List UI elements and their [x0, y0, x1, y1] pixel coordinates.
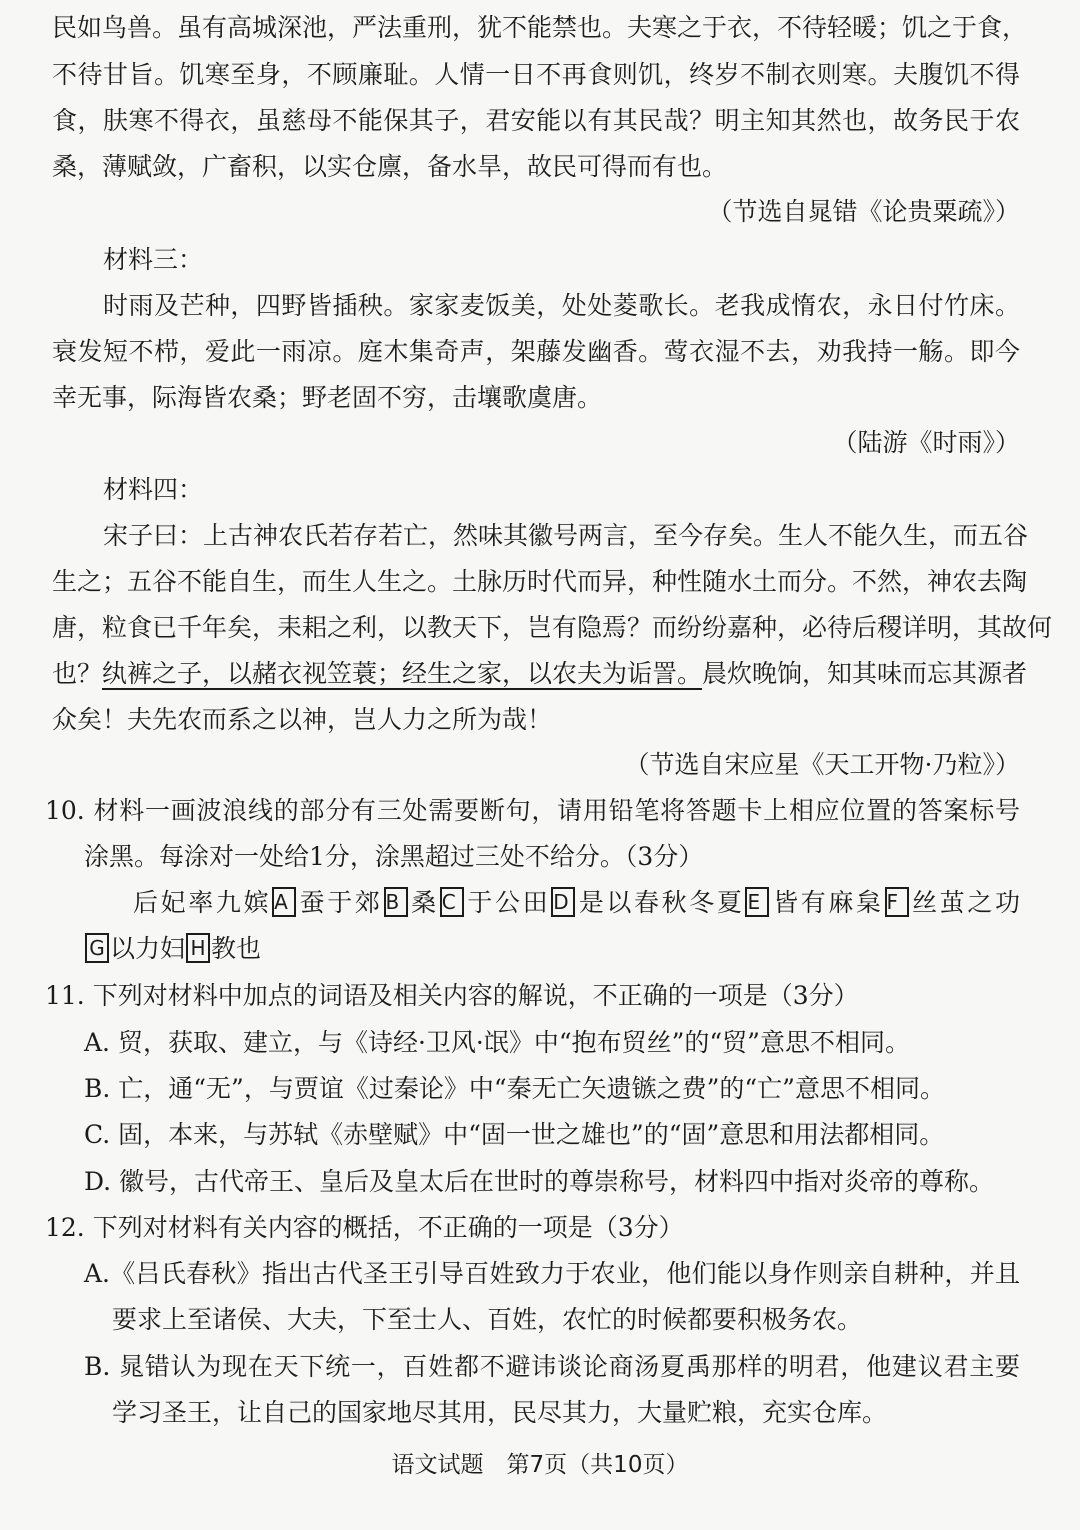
mat3-line-3: 幸无事，际海皆农桑；野老固不穷，击壤歌虞唐。	[52, 383, 603, 412]
mat2-line-2: 不待甘旨。饥寒至身，不顾廉耻。人情一日不再食则饥，终岁不制衣则寒。夫腹饥不得	[52, 60, 1020, 89]
q10-stem-line-1: 10. 材料一画波浪线的部分有三处需要断句，请用铅笔将答题卡上相应位置的答案标号	[45, 796, 1020, 825]
mat3-line-1: 时雨及芒种，四野皆插秧。家家麦饭美，处处菱歌长。老我成惰农，永日付竹床。	[103, 291, 1020, 320]
q11-option-d[interactable]: D. 徽号，古代帝王、皇后及皇太后在世时的尊崇称号，材料四中指对炎帝的尊称。	[84, 1167, 995, 1196]
q12-option-b-line-1[interactable]: B. 晁错认为现在天下统一，百姓都不避讳谈论商汤夏禹那样的明君，他建议君主要	[84, 1352, 1020, 1381]
q10-mark-box[interactable]: C	[440, 887, 464, 917]
q12-option-b-line-2: 学习圣王，让自己的国家地尽其用，民尽其力，大量贮粮，充实仓库。	[112, 1398, 888, 1427]
q10-mark-box[interactable]: G	[85, 933, 109, 963]
q10-mark-box[interactable]: B	[384, 887, 408, 917]
mat4-line-5: 众矣！夫先农而系之以神，岂人力之所为哉！	[52, 705, 553, 734]
q12-option-a-line-2: 要求上至诸侯、大夫，下至士人、百姓，农忙的时候都要积极务农。	[112, 1305, 863, 1334]
q10-mark-box[interactable]: A	[272, 887, 296, 917]
mat4-line-4-post: 晨炊晚饷，知其味而忘其源者	[702, 659, 1028, 688]
mat4-underlined-sentence: 纨裤之子，以赭衣视笠蓑；经生之家，以农夫为诟詈。	[102, 659, 703, 688]
q10-sentence-line-1	[133, 883, 1020, 923]
q12-option-a-line-1[interactable]: A.《吕氏春秋》指出古代圣王引导百姓致力于农业，他们能以身作则亲自耕种，并且	[84, 1259, 1020, 1288]
q10-segment: 皆有麻枲	[770, 888, 884, 917]
q10-mark-box[interactable]: H	[186, 933, 210, 963]
q11-option-a[interactable]: A. 贸，获取、建立，与《诗经·卫风·氓》中“抱布贸丝”的“贸”意思不相同。	[84, 1028, 910, 1057]
mat2-line-4: 桑，薄赋敛，广畜积，以实仓廪，备水旱，故民可得而有也。	[52, 152, 728, 181]
mat3-heading: 材料三：	[103, 245, 204, 274]
q11-option-b[interactable]: B. 亡，通“无”，与贾谊《过秦论》中“秦无亡矢遗镞之费”的“亡”意思不相同。	[84, 1074, 945, 1103]
q10-segment: 蚕于郊	[297, 888, 383, 917]
q10-segment: 于公田	[464, 888, 551, 917]
q10-segment: 以力妇	[110, 934, 186, 963]
mat2-line-3: 食，肤寒不得衣，虽慈母不能保其子，君安能以有其民哉？明主知其然也，故务民于农	[52, 106, 1020, 135]
q10-mark-box[interactable]: F	[885, 887, 909, 917]
q10-segment: 桑	[408, 888, 439, 917]
q10-sentence-line-2	[84, 929, 261, 969]
mat2-source: （节选自晁错《论贵粟疏》）	[707, 197, 1020, 226]
q11-option-c[interactable]: C. 固，本来，与苏轼《赤壁赋》中“固一世之雄也”的“固”意思和用法都相同。	[84, 1120, 945, 1149]
page-footer: 语文试题 第7页（共10页）	[391, 1452, 689, 1478]
q10-segment: 教也	[211, 934, 262, 963]
q12-stem: 12. 下列对材料有关内容的概括，不正确的一项是（3分）	[45, 1213, 684, 1242]
q10-stem-line-2: 涂黑。每涂对一处给1分，涂黑超过三处不给分。（3分）	[84, 842, 704, 871]
mat4-source: （节选自宋应星《天工开物·乃粒》）	[624, 750, 1020, 779]
mat2-line-1: 民如鸟兽。虽有高城深池，严法重刑，犹不能禁也。夫寒之于衣，不待轻暖；饥之于食，	[52, 13, 1028, 42]
q10-segment: 后妃率九嫔	[133, 888, 272, 917]
mat3-line-2: 衰发短不栉，爱此一雨凉。庭木集奇声，架藤发幽香。莺衣湿不去，劝我持一觞。即今	[52, 337, 1020, 366]
mat4-line-1: 宋子曰：上古神农氏若存若亡，然味其徽号两言，至今存矣。生人不能久生，而五谷	[103, 521, 1029, 550]
q10-mark-box[interactable]: D	[551, 887, 575, 917]
mat4-line-3: 唐，粒食已千年矣，耒耜之利，以教天下，岂有隐焉？而纷纷嘉种，必待后稷详明，其故何	[52, 613, 1053, 642]
mat4-heading: 材料四：	[103, 475, 204, 504]
q10-mark-box[interactable]: E	[745, 887, 769, 917]
mat4-line-2: 生之；五谷不能自生，而生人生之。土脉历时代而异，种性随水土而分。不然，神农去陶	[52, 567, 1028, 596]
q11-stem: 11. 下列对材料中加点的词语及相关内容的解说，不正确的一项是（3分）	[45, 981, 859, 1010]
mat4-line-4-pre: 也？	[52, 659, 103, 688]
q10-segment: 丝茧之功	[909, 888, 1020, 917]
mat4-line-4	[52, 654, 1028, 694]
q10-segment: 是以春秋冬夏	[576, 888, 745, 917]
mat3-source: （陆游《时雨》）	[832, 428, 1020, 457]
